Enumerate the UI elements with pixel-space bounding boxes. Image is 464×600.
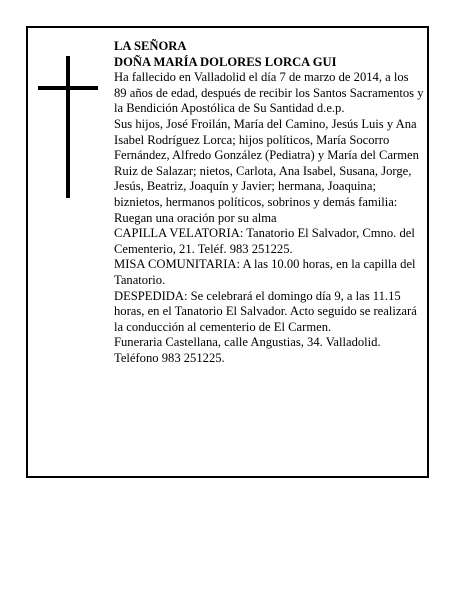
obituary-text	[114, 39, 424, 366]
farewell-info: DESPEDIDA: Se celebrará el domingo día 9, a las 11.15 horas, en el Tanatorio El Salvador. Acto seguido se realizará la conducción al cementerio de El Carmen.	[114, 288, 417, 334]
obituary-heading: LA SEÑORA	[114, 39, 187, 53]
funeral-home-info: Funeraria Castellana, calle Angustias, 34. Valladolid. Teléfono 983 251225.	[114, 335, 381, 365]
mass-info: MISA COMUNITARIA: A las 10.00 horas, en la capilla del Tanatorio.	[114, 257, 416, 287]
cross-vertical-bar	[66, 56, 70, 198]
deceased-name: DOÑA MARÍA DOLORES LORCA GUI	[114, 54, 337, 69]
wake-chapel-info: CAPILLA VELATORIA: Tanatorio El Salvador, Cmno. del Cementerio, 21. Teléf. 983 251225.	[114, 226, 415, 256]
prayer-request: Ruegan una oración por su alma	[114, 210, 277, 225]
family-list: Sus hijos, José Froilán, María del Camino, Jesús Luis y Ana Isabel Rodríguez Lorca; hijos políticos, María Socorro Fernández, Alfredo González (Pediatra) y María del Carmen Ruiz de Salazar; nietos, Carlota, Ana Isabel, Susana, Jorge, Jesús, Beatriz, Joaquín y Javier; hermana, Joaquina; biznietos, hermanos políticos, sobrinos y demás familia:	[114, 116, 419, 209]
death-announcement: Ha fallecido en Valladolid el día 7 de marzo de 2014, a los 89 años de edad, después de recibir los Santos Sacramentos y la Bendición Apostólica de Su Santidad d.e.p.	[114, 70, 424, 116]
cross-icon	[38, 56, 98, 198]
cross-horizontal-bar	[38, 86, 98, 90]
